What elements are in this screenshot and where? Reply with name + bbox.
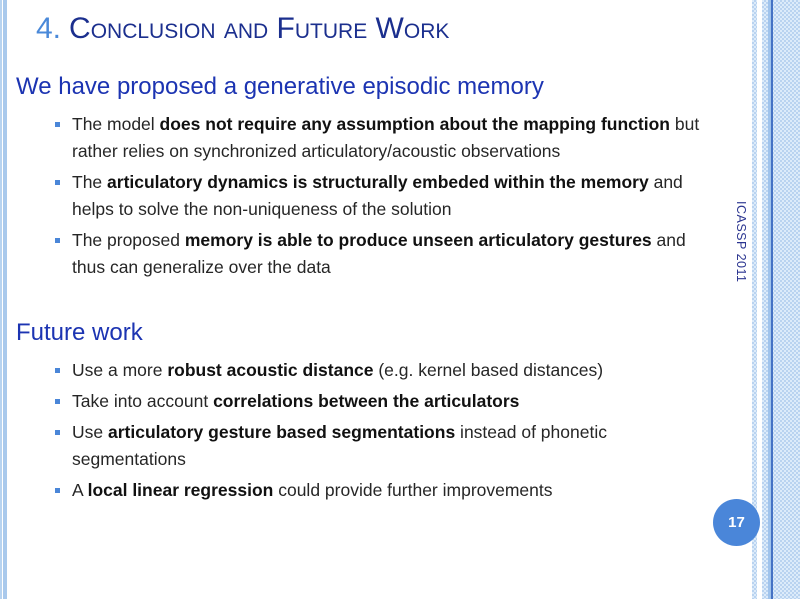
bullet-text: Use a more [72, 360, 168, 380]
bullet-item [72, 111, 722, 165]
bullet-list-future-work [16, 357, 722, 504]
page-number-badge [713, 499, 760, 546]
section-heading-future-work: Future work [16, 319, 143, 346]
bullet-text: and thus can generalize over the data [72, 230, 686, 277]
bullet-text: could provide further improvements [273, 480, 553, 500]
bullet-text-bold: memory is able to produce unseen articulatory gestures [184, 230, 652, 250]
bullet-item [72, 419, 722, 473]
section-heading-proposal: We have proposed a generative episodic memory [16, 73, 544, 100]
right-band-decoration [752, 0, 800, 599]
bullet-text: A [72, 480, 88, 500]
bullet-square-icon [55, 238, 60, 243]
bullet-text-bold: does not require any assumption about the mapping function [159, 114, 670, 134]
slide-title [36, 12, 710, 46]
bullet-text: and helps to solve the non-uniqueness of the solution [72, 172, 683, 219]
bullet-text-bold: articulatory dynamics is structurally embeded within the memory [107, 172, 649, 192]
bullet-square-icon [55, 368, 60, 373]
bullet-square-icon [55, 488, 60, 493]
bullet-square-icon [55, 399, 60, 404]
bullet-item [72, 169, 722, 223]
bullet-text-bold: robust acoustic distance [167, 360, 374, 380]
bullet-text: The [72, 172, 108, 192]
left-border-decoration [0, 0, 8, 599]
bullet-text: but rather relies on synchronized articulatory/acoustic observations [72, 114, 700, 161]
bullet-item [72, 357, 722, 384]
bullet-item [72, 227, 722, 281]
bullet-text-bold: articulatory gesture based segmentations [107, 422, 456, 442]
bullet-text: Use [72, 422, 108, 442]
slide-title-number: 4. [36, 12, 62, 45]
bullet-text: The model [72, 114, 160, 134]
slide-body [16, 72, 722, 508]
bullet-text: The proposed [72, 230, 185, 250]
bullet-text: Take into account [72, 391, 214, 411]
bullet-text-bold: correlations between the articulators [213, 391, 520, 411]
bullet-text: (e.g. kernel based distances) [373, 360, 604, 380]
bullet-list-proposal [16, 111, 722, 281]
bullet-square-icon [55, 122, 60, 127]
bullet-square-icon [55, 430, 60, 435]
bullet-item [72, 477, 722, 504]
conference-label: ICASSP 2011 [734, 201, 748, 283]
bullet-item [72, 388, 722, 415]
page-number: 17 [728, 514, 745, 531]
bullet-text-bold: local linear regression [87, 480, 274, 500]
slide-title-text: Conclusion and Future Work [69, 12, 450, 45]
bullet-square-icon [55, 180, 60, 185]
right-band-dark-line [771, 0, 773, 599]
bullet-text: instead of phonetic segmentations [72, 422, 607, 469]
